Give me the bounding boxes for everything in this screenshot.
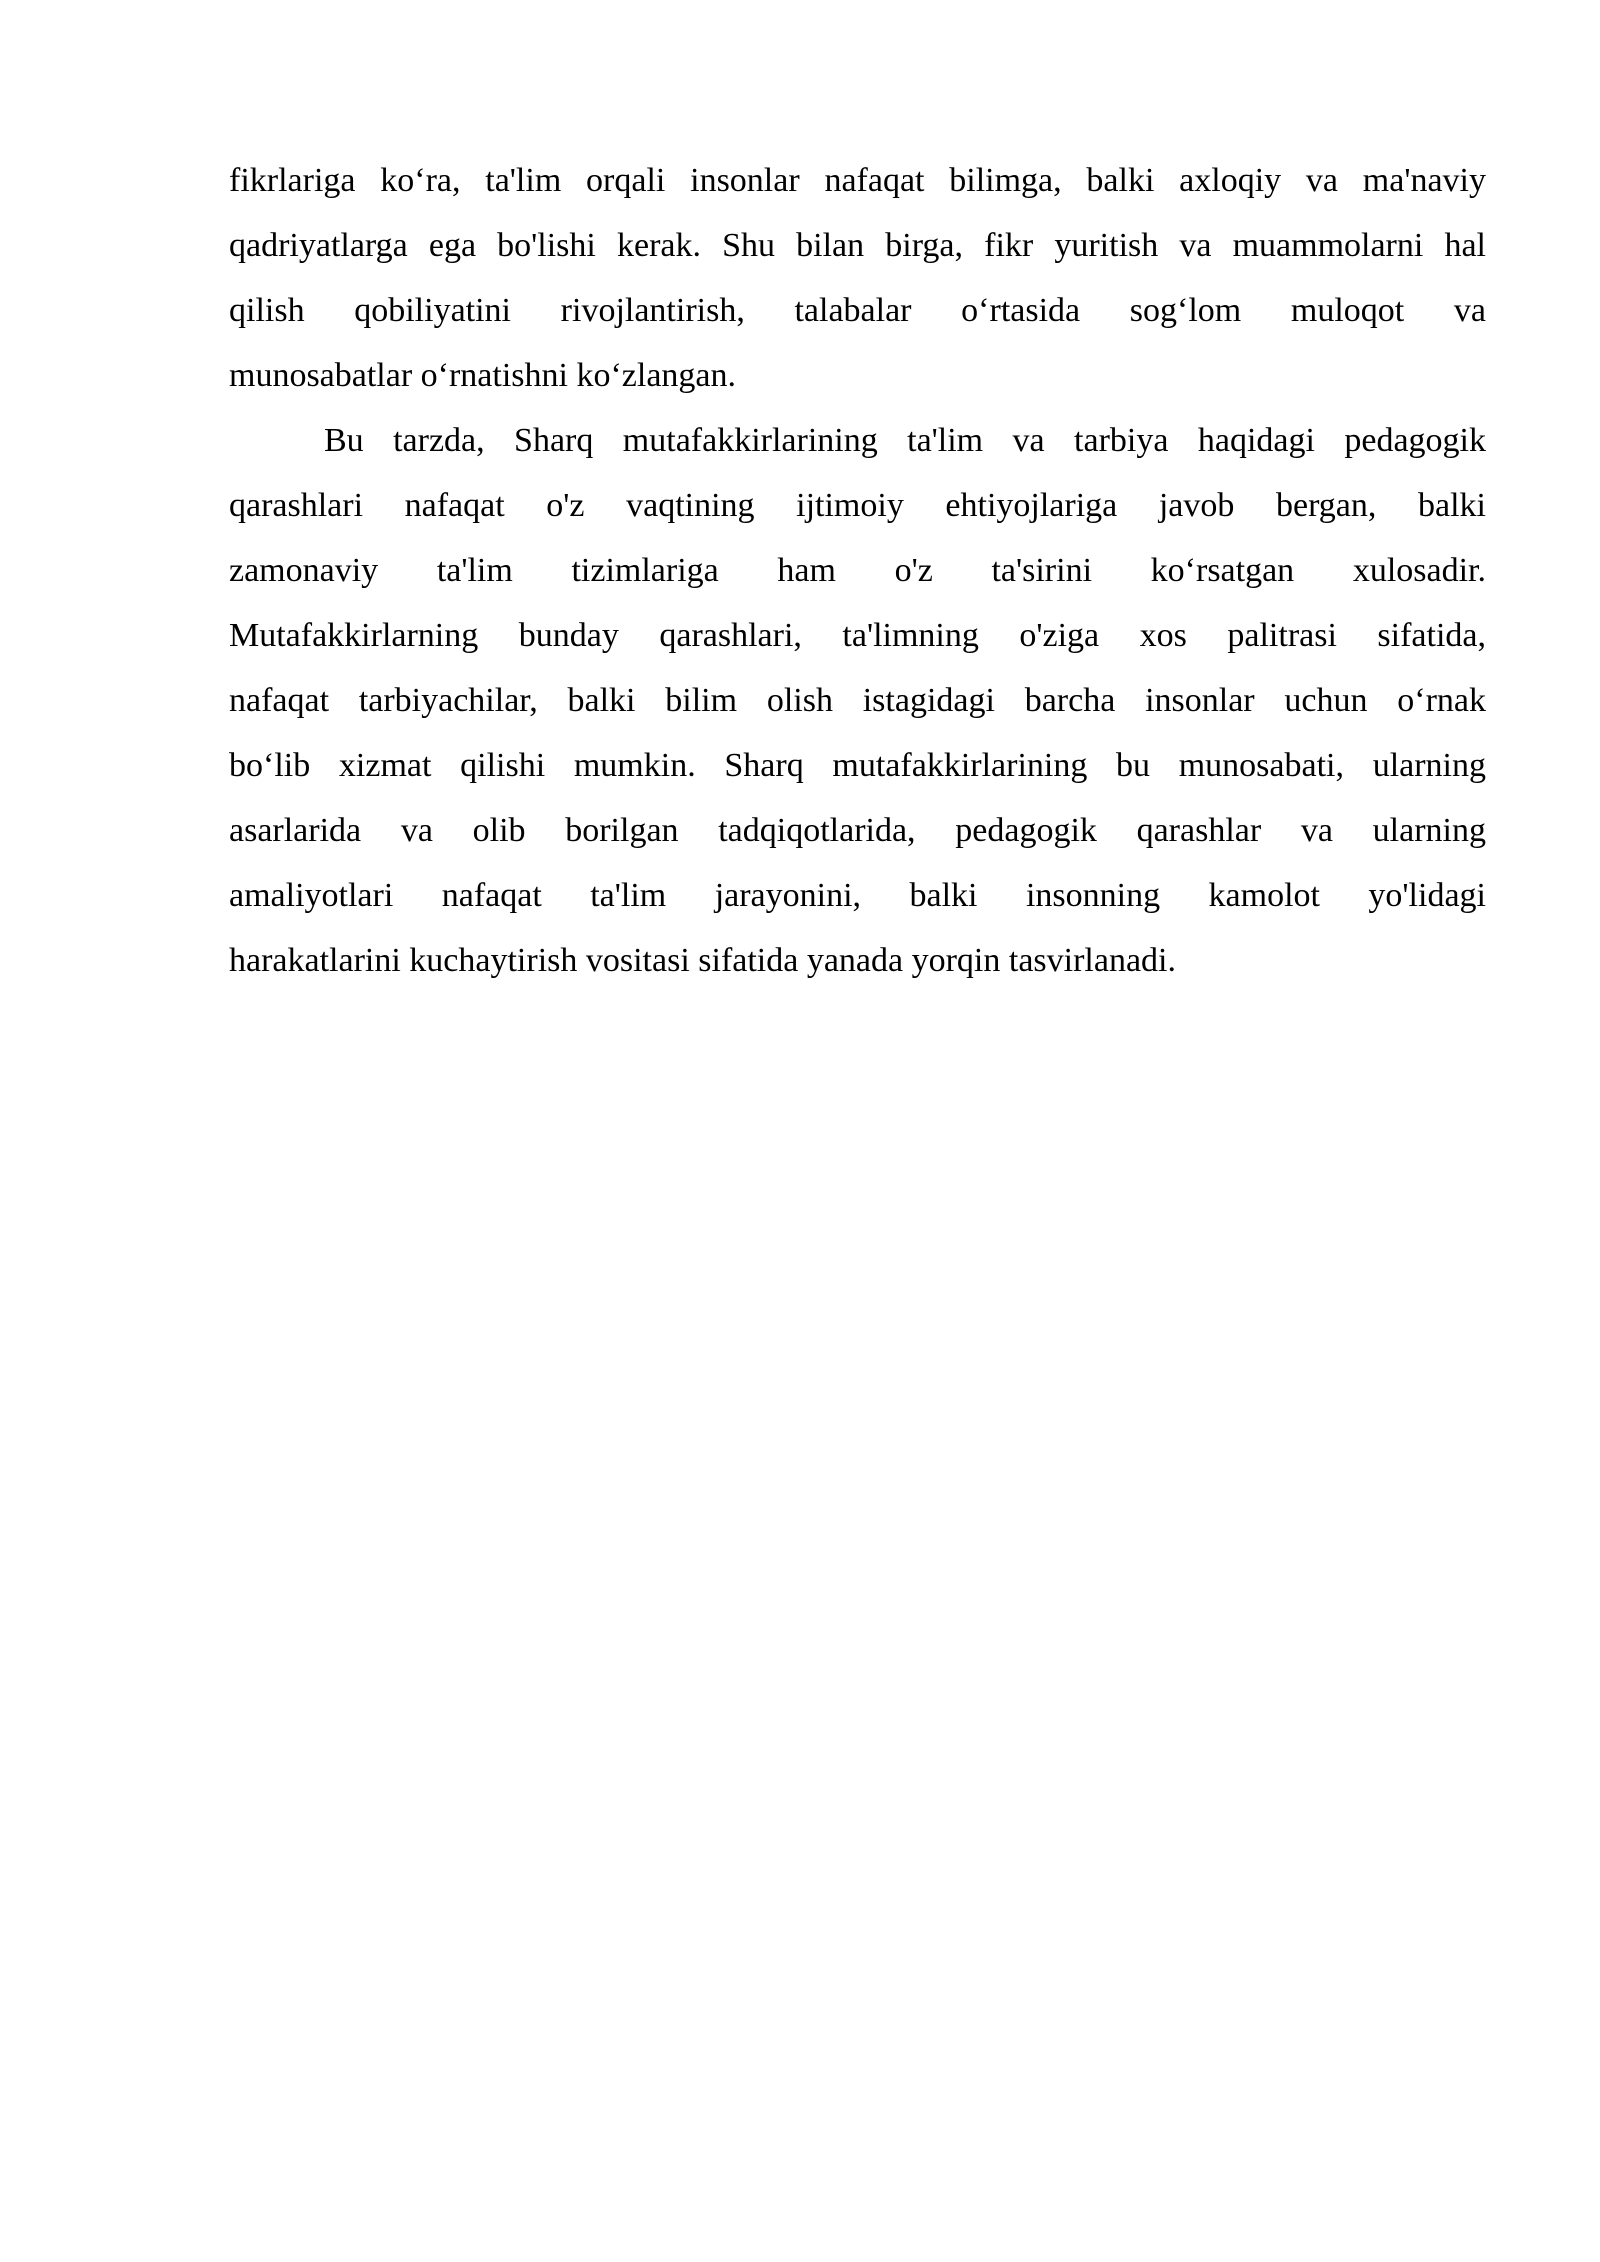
document-body	[229, 148, 1486, 993]
text-line: Mutafakkirlarning bunday qarashlari, ta'limning o'ziga xos palitrasi sifatida,	[229, 617, 1486, 654]
text-line: zamonaviy ta'lim tizimlariga ham o'z ta'sirini ko‘rsatgan xulosadir.	[229, 552, 1486, 589]
text-line: fikrlariga ko‘ra, ta'lim orqali insonlar nafaqat bilimga, balki axloqiy va ma'naviy	[229, 162, 1486, 199]
text-line: bo‘lib xizmat qilishi mumkin. Sharq mutafakkirlarining bu munosabati, ularning	[229, 747, 1486, 784]
text-line: qilish qobiliyatini rivojlantirish, talabalar o‘rtasida sog‘lom muloqot va	[229, 292, 1486, 329]
paragraph-conclusion	[229, 408, 1486, 993]
text-line: munosabatlar o‘rnatishni ko‘zlangan.	[229, 357, 737, 394]
paragraph-continuation	[229, 148, 1486, 408]
text-line: Bu tarzda, Sharq mutafakkirlarining ta'lim va tarbiya haqidagi pedagogik	[324, 422, 1486, 459]
text-line: qadriyatlarga ega bo'lishi kerak. Shu bilan birga, fikr yuritish va muammolarni hal	[229, 227, 1486, 264]
text-line: harakatlarini kuchaytirish vositasi sifatida yanada yorqin tasvirlanadi.	[229, 942, 1176, 979]
text-line: qarashlari nafaqat o'z vaqtining ijtimoiy ehtiyojlariga javob bergan, balki	[229, 487, 1486, 524]
text-line: amaliyotlari nafaqat ta'lim jarayonini, balki insonning kamolot yo'lidagi	[229, 877, 1486, 914]
text-line: asarlarida va olib borilgan tadqiqotlarida, pedagogik qarashlar va ularning	[229, 812, 1486, 849]
text-line: nafaqat tarbiyachilar, balki bilim olish istagidagi barcha insonlar uchun o‘rnak	[229, 682, 1486, 719]
